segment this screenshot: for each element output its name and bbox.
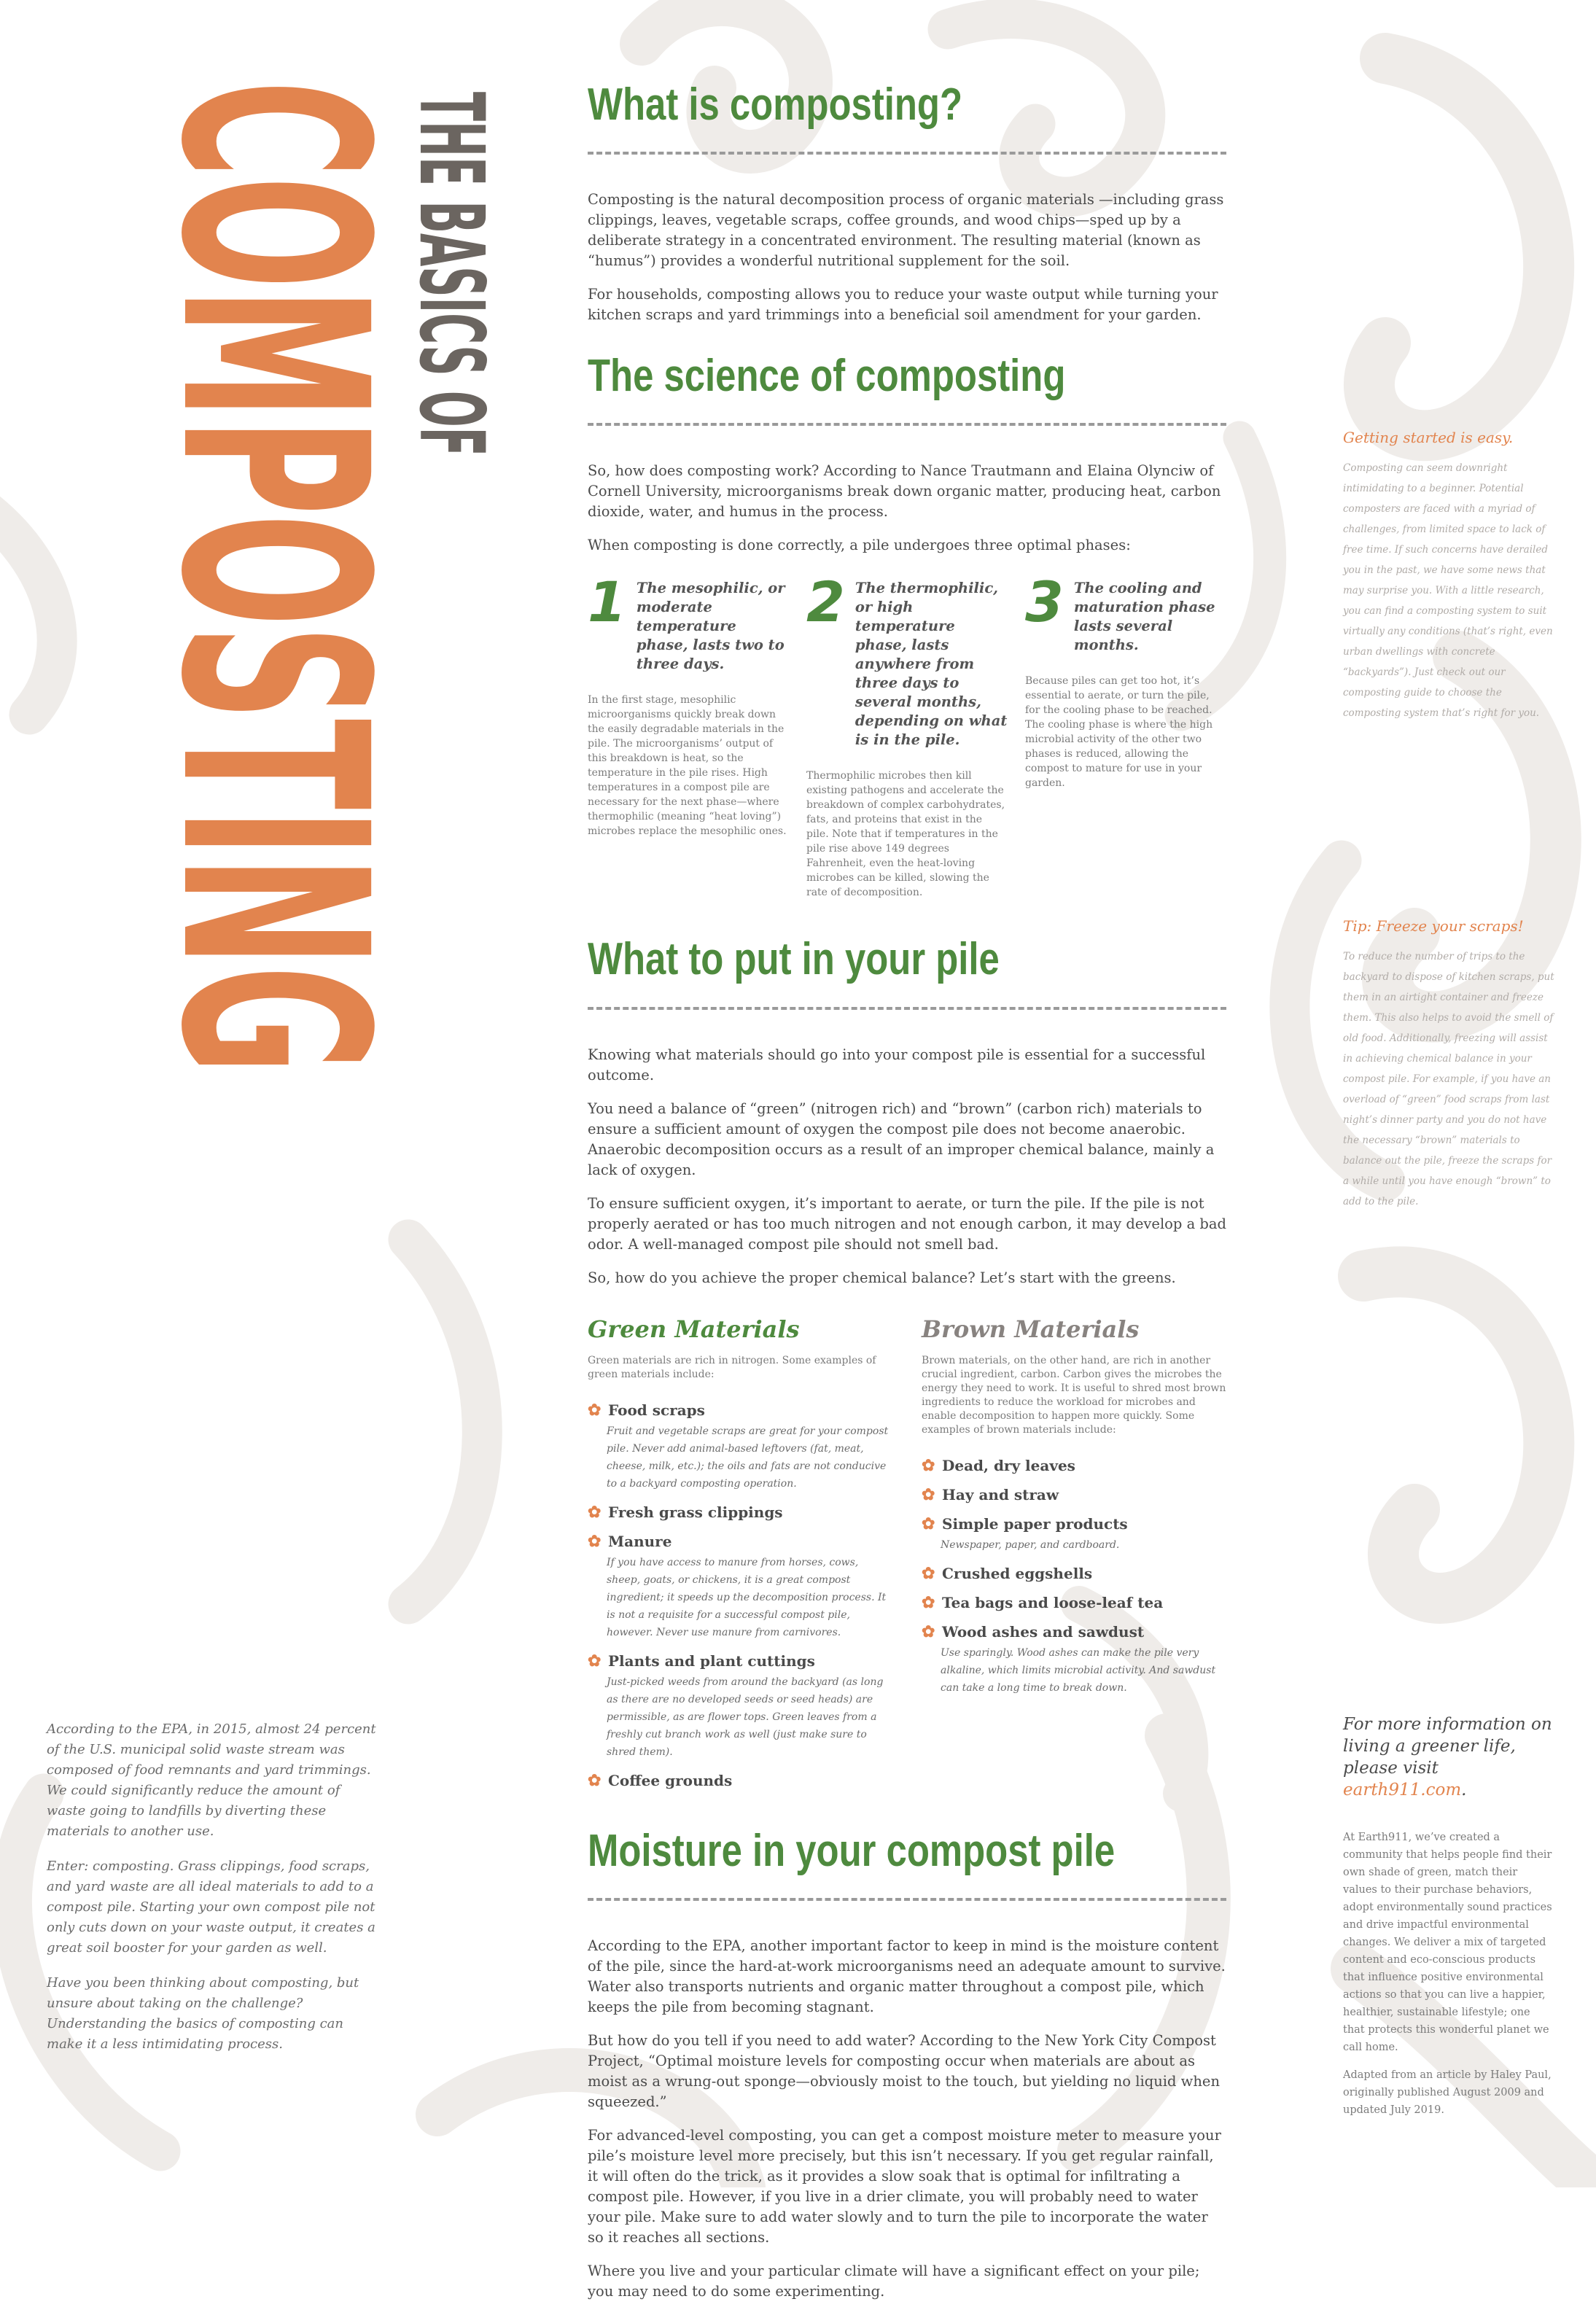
phase-1 xyxy=(588,569,789,900)
phase-text: Because piles can get too hot, it’s essential to aerate, or turn the pile, for the cooling phase to be reached. The cooling phase is where the high microbial activity of the other two phases is reduced, allowing the compost to mature for use in your garden. xyxy=(1025,675,1213,790)
paragraph: For advanced-level composting, you can get a compost moisture meter to measure your pile’s moisture level more precisely, but this isn’t necessary. If you get regular rainfall, it will often do the trick, as it provides a slow soak that is optimal for infiltrating a compost pile. However, if you live in a drier climate, you will probably need to water your pile. Make sure to add water slowly and to turn the pile to incorporate the water so it reaches all sections. xyxy=(588,2126,1221,2246)
paragraph: Composting is the natural decomposition process of organic materials —including grass clippings, leaves, vegetable scraps, coffee grounds, and wood chips—sped up by a deliberate strategy in a concentrated environment. The resulting material (known as “humus”) provides a wonderful nutritional supplement for the soil. xyxy=(588,191,1224,270)
tip-text: To reduce the number of trips to the backyard to dispose of kitchen scraps, put them in an airtight container and freeze them. This also helps to avoid the smell of old food. Additionally, freezing will assist in achieving chemical balance in your compost pile. For example, if you have an overload of “green” food scraps from last night’s dinner party and you do not have the necessary “brown” materials to balance out the pile, freeze the scraps for a while until you have enough “brown” to add to the pile. xyxy=(1343,951,1554,1207)
item-title: Hay and straw xyxy=(942,1485,1059,1503)
paragraph: Have you been thinking about composting, but unsure about taking on the challenge? Understanding the basics of composting can make it a less intimidating process. xyxy=(47,1975,359,2052)
getting-started-title: Getting started is easy. xyxy=(1343,429,1514,446)
item-title: Tea bags and loose-leaf tea xyxy=(942,1593,1164,1611)
paragraph: For households, composting allows you to reduce your waste output while turning your kitchen scraps and yard trimmings into a beneficial soil amendment for your garden. xyxy=(588,286,1218,324)
item-title: Manure xyxy=(608,1532,672,1550)
item-title: Food scraps xyxy=(608,1401,705,1419)
heading-science-of-composting: The science of composting xyxy=(588,351,1066,402)
phase-number: 1 xyxy=(588,569,626,635)
brown-materials-heading: Brown Materials xyxy=(922,1315,1140,1343)
list-item xyxy=(922,1514,1226,1554)
item-desc: Newspaper, paper, and cardboard. xyxy=(941,1538,1120,1551)
phase-number: 2 xyxy=(806,569,845,635)
green-materials-heading: Green Materials xyxy=(588,1315,800,1343)
earth911-link[interactable]: earth911.com xyxy=(1343,1781,1462,1800)
list-item xyxy=(922,1593,1226,1612)
item-desc: Use sparingly. Wood ashes can make the pile very alkaline, which limits microbial activity. And sawdust can take a long time to break down. xyxy=(941,1646,1216,1694)
item-desc: If you have access to manure from horses, cows, sheep, goats, or chickens, it is a great compost ingredient; it speeds up the decomposition process. It is not a requisite for a successful compost pile, however. Never use manure from carnivores. xyxy=(607,1556,887,1638)
flower-icon: ✿ xyxy=(922,1622,935,1641)
green-materials xyxy=(588,1315,892,1800)
list-item xyxy=(588,1532,892,1641)
flower-icon: ✿ xyxy=(922,1455,935,1475)
flower-icon: ✿ xyxy=(588,1531,602,1551)
paragraph: So, how do you achieve the proper chemical balance? Let’s start with the greens. xyxy=(588,1269,1176,1286)
info-box xyxy=(1343,1713,1554,2129)
green-materials-intro: Green materials are rich in nitrogen. Some examples of green materials include: xyxy=(588,1354,876,1380)
item-desc: Fruit and vegetable scraps are great for your compost pile. Never add animal-based leftovers (fat, meat, cheese, milk, etc.); the oils and fats are not conducive to a backyard composting operation. xyxy=(607,1425,889,1490)
flower-icon: ✿ xyxy=(922,1514,935,1533)
title-composting: COMPOSTING xyxy=(125,80,422,1073)
credit-text: Adapted from an article by Haley Paul, originally published August 2009 and updated July 2019. xyxy=(1343,2069,1552,2116)
phase-text: Thermophilic microbes then kill existing pathogens and accelerate the breakdown of complex carbohydrates, fats, and proteins that exist in the pile. Note that if temperatures in the pile rise above 149 degrees Fahrenheit, even the heat-loving microbes can be killed, slowing the rate of decomposition. xyxy=(806,770,1005,899)
paragraph: According to the EPA, another important factor to keep in mind is the moisture content of the pile, since the hard-at-work microorganisms need an adequate amount to survive. Water also transports nutrients and organic matter throughout a compost pile, which keeps the pile from becoming stagnant. xyxy=(588,1937,1226,2015)
item-title: Coffee grounds xyxy=(608,1771,733,1789)
list-item xyxy=(588,1651,892,1761)
phase-title: The mesophilic, or moderate temperature phase, lasts two to three days. xyxy=(636,580,785,673)
item-title: Wood ashes and sawdust xyxy=(942,1622,1145,1641)
left-intro-note xyxy=(47,1719,376,2069)
info-heading-text: For more information on living a greener life, please visit xyxy=(1343,1715,1552,1778)
phase-title: The thermophilic, or high temperature phase, lasts anywhere from three days to several months, depending on what is in the pile. xyxy=(855,580,1008,749)
materials xyxy=(588,1315,1226,1800)
main-column xyxy=(588,80,1226,2315)
item-title: Crushed eggshells xyxy=(942,1564,1093,1582)
paragraph: To ensure sufficient oxygen, it’s important to aerate, or turn the pile. If the pile is not properly aerated or has too much nitrogen and not enough carbon, it may develop a bad odor. A well-managed compost pile should not smell bad. xyxy=(588,1194,1227,1253)
info-heading xyxy=(1343,1713,1554,1801)
divider xyxy=(588,1007,1226,1010)
info-heading-end: . xyxy=(1461,1781,1467,1800)
list-item xyxy=(588,1771,892,1790)
phases xyxy=(588,569,1226,900)
list-item xyxy=(588,1401,892,1493)
paragraph: Where you live and your particular climate will have a significant effect on your pile; you may need to do some experimenting. xyxy=(588,2262,1200,2300)
heading-moisture: Moisture in your compost pile xyxy=(588,1825,1116,1876)
flower-icon: ✿ xyxy=(588,1502,602,1522)
brown-materials-intro: Brown materials, on the other hand, are rich in another crucial ingredient, carbon. Carbon gives the microbes the energy they need to work. It is useful to shred most brown ingredients to reduce the workload for microbes and enable decomposition to happen more quickly. Some examples of brown materials include: xyxy=(922,1354,1226,1436)
about-text: At Earth911, we’ve created a community that helps people find their own shade of green, match their values to their purchase behaviors, adopt environmentally sound practices and drive impactful environmental changes. We deliver a mix of targeted content and eco-conscious products that influence positive environmental actions so that you can live a happier, healthier, sustainable lifestyle; one that protects this wonderful planet we call home. xyxy=(1343,1832,1552,2053)
divider xyxy=(588,1898,1226,1901)
heading-what-to-put-in-pile: What to put in your pile xyxy=(588,934,1000,985)
list-item xyxy=(922,1456,1226,1475)
flower-icon: ✿ xyxy=(588,1651,602,1670)
phase-text: In the first stage, mesophilic microorganisms quickly break down the easily degradable materials in the pile. The microorganisms’ output of this breakdown is heat, so the temperature in the pile rises. High temperatures in a compost pile are necessary for the next phase—where thermophilic (meaning “heat loving”) microbes replace the mesophilic ones. xyxy=(588,694,787,838)
paragraph: Knowing what materials should go into your compost pile is essential for a successful outcome. xyxy=(588,1046,1206,1083)
heading-what-is-composting: What is composting? xyxy=(588,79,963,130)
phase-3 xyxy=(1025,569,1226,900)
item-title: Dead, dry leaves xyxy=(942,1456,1075,1474)
list-item xyxy=(588,1503,892,1522)
item-title: Plants and plant cuttings xyxy=(608,1651,815,1670)
paragraph: When composting is done correctly, a pile undergoes three optimal phases: xyxy=(588,537,1131,554)
flower-icon: ✿ xyxy=(922,1563,935,1583)
phase-number: 3 xyxy=(1025,569,1064,635)
getting-started-text: Composting can seem downright intimidating to a beginner. Potential composters are faced with a myriad of challenges, from limited space to lack of free time. If such concerns have derailed you in the past, we have some news that may surprise you. With a little research, you can find a composting system to suit virtually any conditions (that’s right, even urban dwellings with concrete “backyards”). Just check out our composting guide to choose the composting system that’s right for you. xyxy=(1343,462,1553,719)
flower-icon: ✿ xyxy=(588,1400,602,1420)
phase-title: The cooling and maturation phase lasts several months. xyxy=(1073,580,1215,654)
item-title: Simple paper products xyxy=(942,1514,1128,1533)
flower-icon: ✿ xyxy=(588,1770,602,1790)
paragraph: According to the EPA, in 2015, almost 24 percent of the U.S. municipal solid waste stream was composed of food remnants and yard trimmings. We could significantly reduce the amount of waste going to landfills by diverting these materials to another use. xyxy=(47,1721,376,1839)
divider xyxy=(588,152,1226,155)
flower-icon: ✿ xyxy=(922,1592,935,1612)
item-desc: Just-picked weeds from around the backyard (as long as there are no developed seeds or seed heads) are permissible, as are flower tops. Green leaves from a freshly cut branch work as well (just make sure to shred them). xyxy=(607,1676,884,1758)
getting-started-note xyxy=(1343,429,1554,723)
paragraph: But how do you tell if you need to add water? According to the New York City Compost Project, “Optimal moisture levels for composting occur when materials are about as moist as a wrung-out sponge—obviously moist to the touch, but yielding no liquid when squeezed.” xyxy=(588,2031,1221,2110)
paragraph: Enter: composting. Grass clippings, food scraps, and yard waste are all ideal materials to add to a compost pile. Starting your own compost pile not only cuts down on your waste output, it creates a great soil booster for your garden as well. xyxy=(47,1859,375,1956)
list-item xyxy=(922,1485,1226,1504)
list-item xyxy=(922,1622,1226,1697)
tip-note xyxy=(1343,917,1554,1212)
tip-title: Tip: Freeze your scraps! xyxy=(1343,917,1524,935)
brown-materials xyxy=(922,1315,1226,1800)
flower-icon: ✿ xyxy=(922,1485,935,1504)
paragraph: You need a balance of “green” (nitrogen rich) and “brown” (carbon rich) materials to ensure a sufficient amount of oxygen the compost pile does not become anaerobic. Anaerobic decomposition occurs as a result of an improper chemical balance, mainly a lack of oxygen. xyxy=(588,1100,1215,1178)
phase-2 xyxy=(806,569,1008,900)
item-title: Fresh grass clippings xyxy=(608,1503,783,1521)
list-item xyxy=(922,1564,1226,1583)
title-the-basics-of: THE BASICS OF xyxy=(400,92,503,456)
divider xyxy=(588,423,1226,426)
paragraph: So, how does composting work? According to Nance Trautmann and Elaina Olynciw of Cornell University, microorganisms break down organic matter, producing heat, carbon dioxide, water, and humus in the process. xyxy=(588,462,1221,521)
